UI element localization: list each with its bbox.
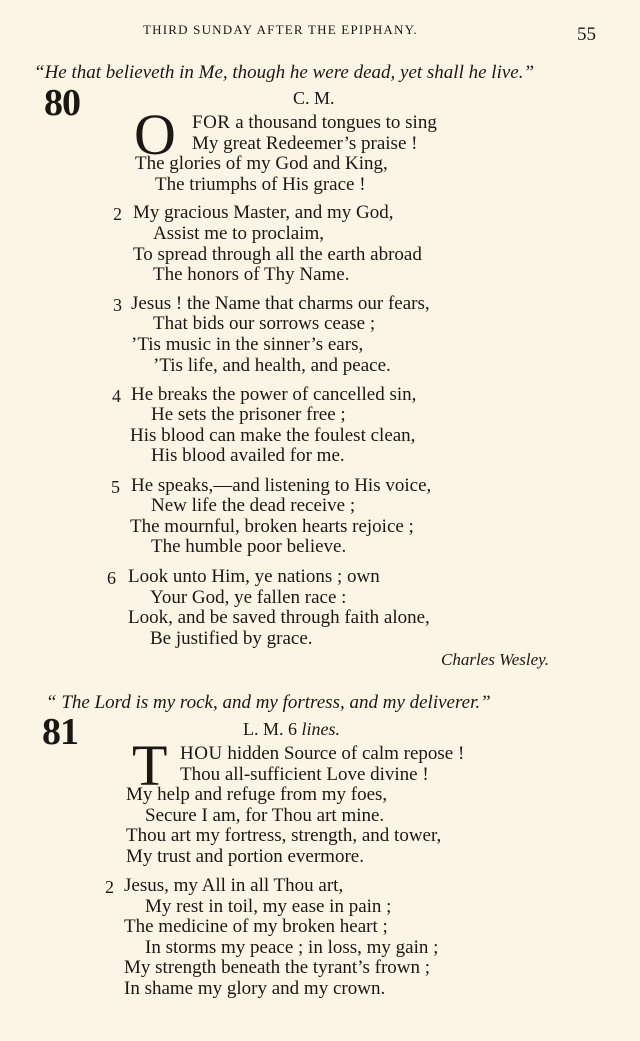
hymn-81-epigraph: “ The Lord is my rock, and my fortress, and my deliverer.” xyxy=(46,692,491,713)
verse-line: My rest in toil, my ease in pain ; xyxy=(145,896,392,917)
verse-line: That bids our sorrows cease ; xyxy=(153,313,376,334)
page-number: 55 xyxy=(577,24,596,45)
hymn-80-meter: C. M. xyxy=(293,88,335,108)
meter-code: L. M. 6 xyxy=(243,719,297,739)
verse-line: New life the dead receive ; xyxy=(151,495,356,516)
running-title: THIRD SUNDAY AFTER THE EPIPHANY. xyxy=(143,22,418,37)
verse-line: Assist me to proclaim, xyxy=(153,223,324,244)
verse-line: My great Redeemer’s praise ! xyxy=(192,133,418,154)
verse-line: Look unto Him, ye nations ; own xyxy=(128,566,380,587)
stanza-number: 3 xyxy=(113,295,122,315)
verse-line: He sets the prisoner free ; xyxy=(151,404,346,425)
stanza-number: 5 xyxy=(111,477,120,497)
hymn-80-drop-cap: O xyxy=(134,102,176,167)
verse-line: Be justified by grace. xyxy=(150,628,313,649)
hymn-80-author: Charles Wesley. xyxy=(441,650,549,669)
meter-lines: lines. xyxy=(301,719,340,739)
verse-line: Jesus, my All in all Thou art, xyxy=(124,875,344,896)
verse-line: In shame my glory and my crown. xyxy=(124,978,386,999)
stanza-number: 4 xyxy=(112,386,121,406)
stanza-number: 2 xyxy=(113,204,122,224)
verse-line: The triumphs of His grace ! xyxy=(155,174,366,195)
hymn-81-number: 81 xyxy=(42,711,78,753)
verse-line: To spread through all the earth abroad xyxy=(133,244,422,265)
verse-line: My help and refuge from my foes, xyxy=(126,784,388,805)
verse-line: Jesus ! the Name that charms our fears, xyxy=(131,293,430,314)
hymn-81-first-word: HOU xyxy=(180,743,223,764)
verse-line: His blood can make the foulest clean, xyxy=(130,425,416,446)
verse-line: Look, and be saved through faith alone, xyxy=(128,607,430,628)
verse-line: Thou all-sufficient Love divine ! xyxy=(180,764,429,785)
verse-line: ’Tis life, and health, and peace. xyxy=(153,355,391,376)
verse-line: ’Tis music in the sinner’s ears, xyxy=(131,334,364,355)
verse-line: The humble poor believe. xyxy=(151,536,347,557)
verse-line: The honors of Thy Name. xyxy=(153,264,350,285)
verse-line: hidden Source of calm repose ! xyxy=(222,743,465,764)
hymn-80-first-word: FOR xyxy=(192,112,231,133)
verse-line: The mournful, broken hearts rejoice ; xyxy=(130,516,414,537)
verse-line: Your God, ye fallen race : xyxy=(150,587,347,608)
verse-line: The medicine of my broken heart ; xyxy=(124,916,388,937)
verse-line: My gracious Master, and my God, xyxy=(133,202,394,223)
verse-line: His blood availed for me. xyxy=(151,445,345,466)
hymn-81-drop-cap: T xyxy=(132,733,168,798)
verse-line: In storms my peace ; in loss, my gain ; xyxy=(145,937,439,958)
stanza-number: 6 xyxy=(107,568,116,588)
verse-line: a thousand tongues to sing xyxy=(230,112,437,133)
hymn-80-epigraph: “He that believeth in Me, though he were dead, yet shall he live.” xyxy=(34,62,535,83)
verse-line: Thou art my fortress, strength, and tower, xyxy=(126,825,442,846)
stanza-number: 2 xyxy=(105,877,114,897)
verse-line: He breaks the power of cancelled sin, xyxy=(131,384,417,405)
verse-line: He speaks,—and listening to His voice, xyxy=(131,475,432,496)
hymn-81-first-line xyxy=(180,743,464,765)
verse-line: The glories of my God and King, xyxy=(135,153,388,174)
verse-line: My trust and portion evermore. xyxy=(126,846,364,867)
verse-line: Secure I am, for Thou art mine. xyxy=(145,805,385,826)
hymn-81-meter xyxy=(243,719,340,740)
verse-line: My strength beneath the tyrant’s frown ; xyxy=(124,957,431,978)
hymn-80-number: 80 xyxy=(44,82,80,124)
hymn-80-first-line xyxy=(192,112,437,134)
